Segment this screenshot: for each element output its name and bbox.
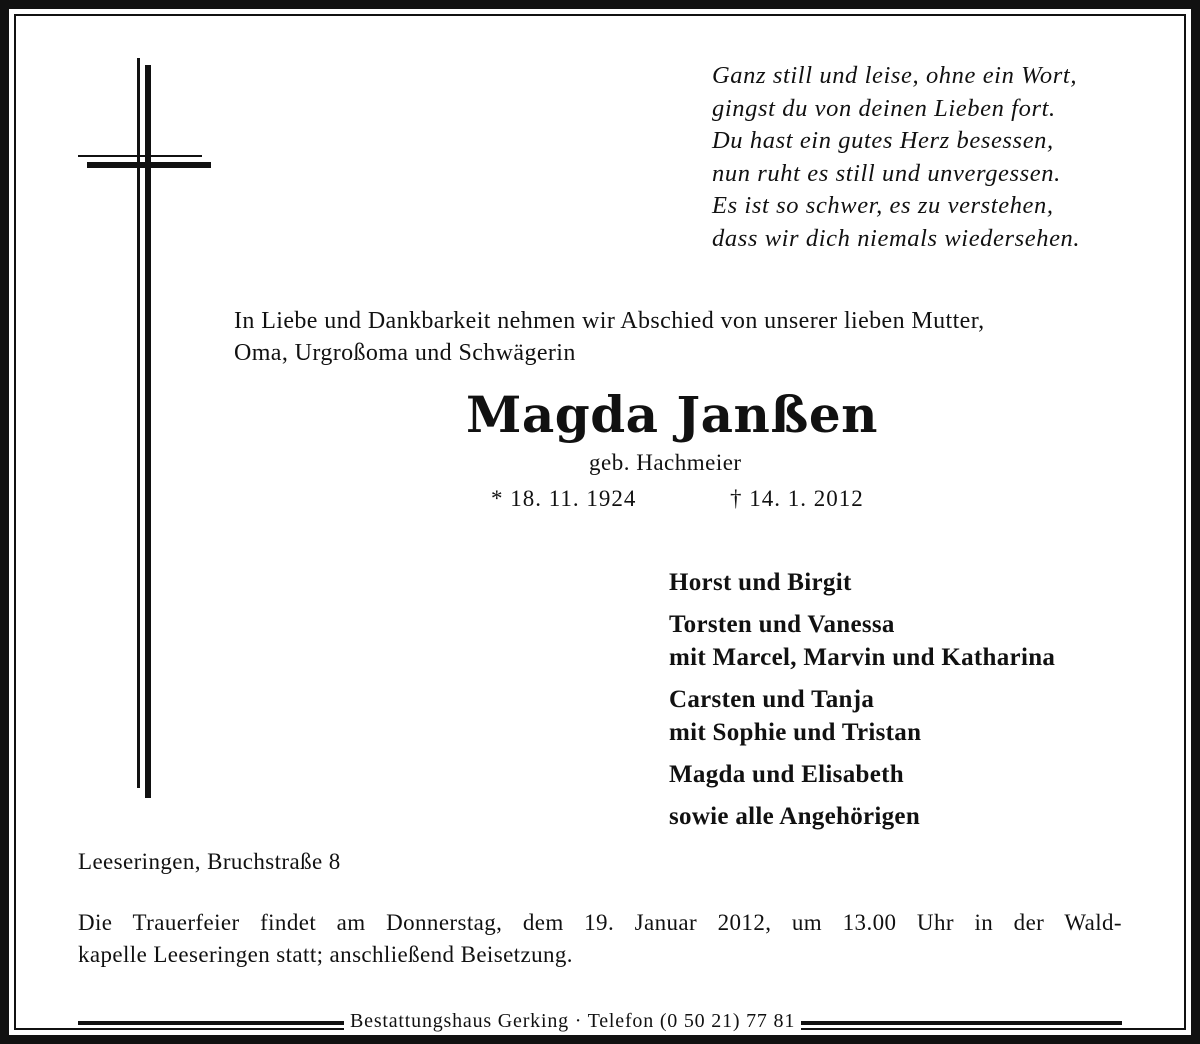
mourner-line: mit Sophie und Tristan [669, 719, 922, 746]
birth-date: * 18. 11. 1924 [491, 486, 637, 511]
mourner-line: Torsten und Vanessa [669, 611, 895, 638]
poem-line: dass wir dich niemals wiedersehen. [712, 224, 1081, 252]
poem [712, 60, 1152, 255]
intro-text [234, 305, 1134, 369]
mourner-group [669, 566, 1055, 599]
poem-line: Ganz still und leise, ohne ein Wort, [712, 62, 1078, 89]
poem-line: nun ruht es still und unvergessen. [712, 159, 1061, 187]
address: Leeseringen, Bruchstraße 8 [78, 849, 341, 874]
intro-line: Oma, Urgroßoma und Schwägerin [234, 340, 576, 366]
deceased-name: Magda Janßen [466, 385, 879, 444]
maiden-name: geb. Hachmeier [589, 450, 742, 475]
mourner-group [669, 758, 1055, 791]
funeral-home-label: Bestattungshaus Gerking · Telefon (0 50 21) 77 81 [344, 1008, 801, 1034]
funeral-line: kapelle Leeseringen statt; anschließend Beisetzung. [78, 942, 573, 967]
cross-icon-horizontal-thin [78, 155, 202, 157]
mourner-line: sowie alle Angehörigen [669, 803, 921, 830]
mourners-list [669, 566, 1055, 842]
mourner-line: mit Marcel, Marvin und Katharina [669, 644, 1056, 671]
funeral-notice [78, 907, 1122, 971]
poem-line: Es ist so schwer, es zu verstehen, [712, 192, 1054, 219]
death-date: † 14. 1. 2012 [730, 486, 864, 511]
mourner-group [669, 608, 1055, 674]
funeral-line: Die Trauerfeier findet am Donnerstag, dem 19. Januar 2012, um 13.00 Uhr in der Wald- [78, 910, 1122, 935]
cross-icon-horizontal-thick [87, 162, 211, 168]
intro-line: In Liebe und Dankbarkeit nehmen wir Abschied von unserer lieben Mutter, [234, 308, 985, 334]
mourner-group [669, 800, 1055, 833]
cross-icon-vertical-thick [145, 65, 151, 798]
poem-line: gingst du von deinen Lieben fort. [712, 94, 1056, 122]
mourner-line: Magda und Elisabeth [669, 761, 904, 788]
mourner-line: Carsten und Tanja [669, 686, 875, 713]
mourner-line: Horst und Birgit [669, 569, 852, 596]
poem-line: Du hast ein gutes Herz besessen, [712, 127, 1054, 154]
mourner-group [669, 683, 1055, 749]
